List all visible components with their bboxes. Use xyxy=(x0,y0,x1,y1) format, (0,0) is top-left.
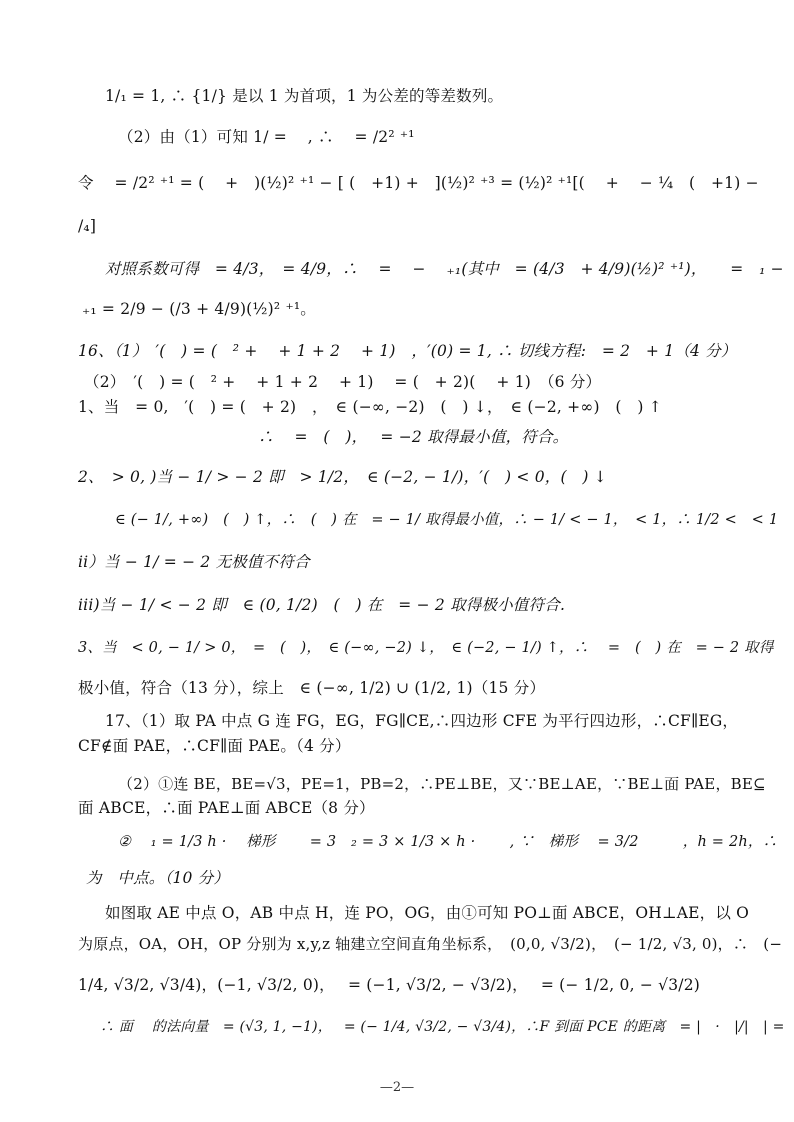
text-line-20: 面 ABCE，∴面 PAE⊥面 ABCE（8 分） xyxy=(78,799,375,817)
text-line-3: 令 = /2² ⁺¹ = ( + )(½)² ⁺¹ − [ ( +1) + ](½)² ⁺³ = (½)² ⁺¹[( + − ¼ ( +1) − xyxy=(78,174,759,192)
text-line-13: ii）当 − 1/ = − 2 无极值不符合 xyxy=(78,553,310,571)
text-line-24: 为原点，OA，OH，OP 分别为 x,y,z 轴建立空间直角坐标系， (0,0, √3/2)， (− 1/2, √3, 0)，∴ (− xyxy=(78,935,783,953)
text-line-5: 对照系数可得 = 4/3， = 4/9，∴ = − ₊₁(其中 = (4/3 + 4/9)(½)² ⁺¹)， = ₁ − xyxy=(105,260,784,278)
text-line-26: ∴ 面 的法向量 = (√3, 1, −1)， = (− 1/4, √3/2, − √3/4)，∴F 到面 PCE 的距离 = | · |/| | = xyxy=(100,1019,785,1035)
text-line-1: 1/₁ = 1, ∴ {1/} 是以 1 为首项，1 为公差的等差数列。 xyxy=(105,87,504,105)
text-line-19: （2）①连 BE，BE=√3，PE=1，PB=2，∴PE⊥BE，又∵BE⊥AE，∵BE⊥面 PAE，BE⊆ xyxy=(118,775,766,793)
text-line-23: 如图取 AE 中点 O，AB 中点 H，连 PO，OG，由①可知 PO⊥面 ABCE，OH⊥AE，以 O xyxy=(105,904,750,922)
text-line-17: 17、（1）取 PA 中点 G 连 FG，EG，FG∥CE,∴四边形 CFE 为平行四边形，∴CF∥EG， xyxy=(105,712,739,730)
text-line-15: 3、当 < 0, − 1/ > 0， = ( )， ∈ (−∞, −2) ↓， ∈ (−2, − 1/) ↑，∴ = ( ) 在 = − 2 取得 xyxy=(78,640,774,656)
text-line-12: ∈ (− 1/, +∞) ( ) ↑，∴ ( ) 在 = − 1/ 取得最小值，∴ − 1/ < − 1， < 1，∴ 1/2 < < 1 xyxy=(115,512,779,528)
text-line-6: ₊₁ = 2/9 − (/3 + 4/9)(½)² ⁺¹。 xyxy=(82,300,316,318)
text-line-2: （2）由（1）可知 1/ = , ∴ = /2² ⁺¹ xyxy=(118,128,415,146)
page-number: —2— xyxy=(379,1080,415,1095)
text-line-16: 极小值，符合（13 分），综上 ∈ (−∞, 1/2) ∪ (1/2, 1)（15 分） xyxy=(78,679,546,697)
text-line-25: 1/4, √3/2, √3/4)，(−1, √3/2, 0)， = (−1, √3/2, − √3/2)， = (− 1/2, 0, − √3/2) xyxy=(78,976,701,994)
text-line-7: 16、（1） ′( ) = ( ² + + 1 + 2 + 1) ，′(0) = 1, ∴ 切线方程: = 2 + 1（4 分） xyxy=(78,342,737,360)
text-line-14: iii)当 − 1/ < − 2 即 ∈ (0, 1/2) ( ) 在 = − 2 取得极小值符合. xyxy=(78,596,566,614)
text-line-8: （2） ′( ) = ( ² + + 1 + 2 + 1) = ( + 2)( + 1) （6 分） xyxy=(84,373,602,391)
text-line-18: CF∉面 PAE，∴CF∥面 PAE。（4 分） xyxy=(78,737,351,755)
text-line-11: 2、 > 0, )当 − 1/ > − 2 即 > 1/2， ∈ (−2, − 1/)，′( ) < 0，( ) ↓ xyxy=(78,468,607,486)
text-line-21: ② ₁ = 1/3 h · 梯形 = 3 ₂ = 3 × 1/3 × h · , ∵ 梯形 = 3/2 ，h = 2h，∴ xyxy=(118,834,778,850)
text-line-4: /₄] xyxy=(78,217,97,235)
text-line-9: 1、当 = 0, ′( ) = ( + 2) ， ∈ (−∞, −2) ( ) ↓， ∈ (−2, +∞) ( ) ↑ xyxy=(78,398,662,416)
text-line-22: 为 中点。（10 分） xyxy=(86,869,230,887)
text-line-10: ∴ = ( )， = −2 取得最小值，符合。 xyxy=(258,428,569,446)
